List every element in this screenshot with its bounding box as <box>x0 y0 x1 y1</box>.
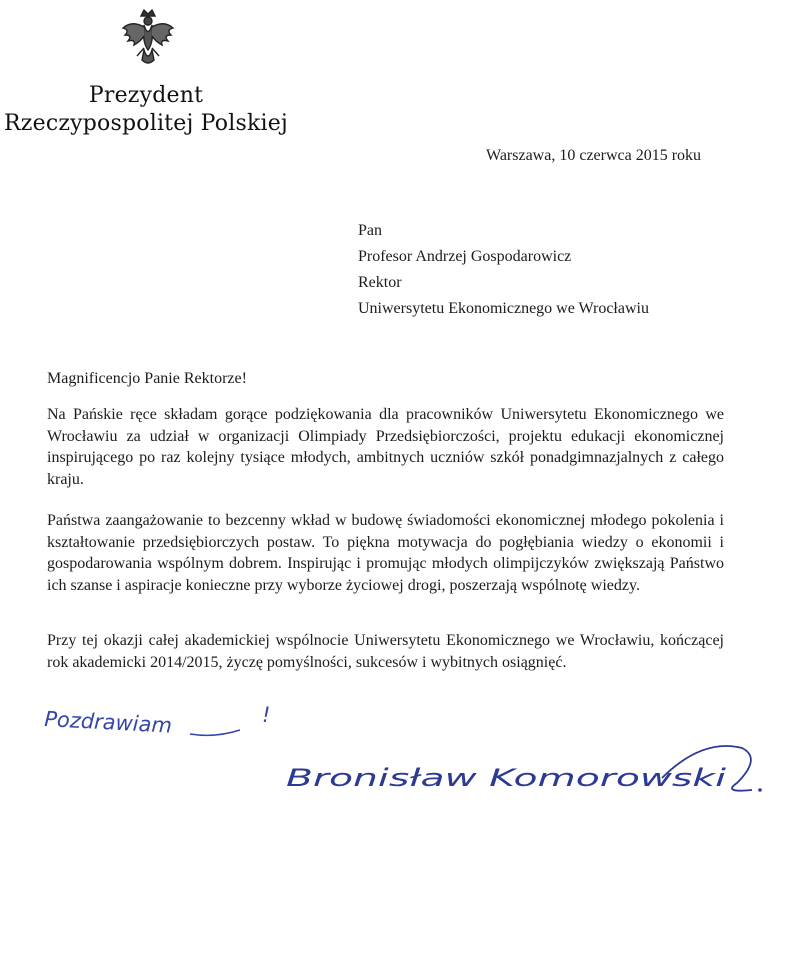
salutation: Magnificencjo Panie Rektorze! <box>47 370 247 387</box>
office-country: Rzeczypospolitej Polskiej <box>4 111 288 136</box>
recipient-line: Profesor Andrzej Gospodarowicz <box>358 248 572 265</box>
body-paragraph: Na Pańskie ręce składam gorące podziękowania dla pracowników Uniwersytetu Ekonomicznego we Wrocławiu za udział w organizacji Olimpiady Przedsiębiorczości, projektu edukacji ekonomicznej inspirującego po raz kolejny tysiące młodych, ambitnych uczniów szkół ponadgimnazjalnych z całego kraju. <box>47 406 724 488</box>
dateline: Warszawa, 10 czerwca 2015 roku <box>486 147 702 164</box>
office-title: Prezydent <box>88 83 204 108</box>
recipient-block <box>358 218 649 322</box>
handwritten-closing <box>40 694 300 754</box>
svg-text:Bronisław Komorowski: Bronisław Komorowski <box>286 764 727 792</box>
body-paragraph: Przy tej okazji całej akademickiej wspólnocie Uniwersytetu Ekonomicznego we Wrocławiu, kończącej rok akademicki 2014/2015, życzę pomyślności, sukcesów i wybitnych osiągnięć. <box>47 632 724 671</box>
president-signature <box>282 738 772 818</box>
white-eagle-emblem <box>120 8 176 72</box>
body-paragraph: Państwa zaangażowanie to bezcenny wkład w budowę świadomości ekonomicznej młodego pokolenia i kształtowanie przedsiębiorczych postaw. To piękna motywacja do pogłębiania wiedzy o ekonomii i gospodarowania wspólnym dobrem. Inspirując i promując młodych olimpijczyków zwiększają Państwo ich szanse i aspiracje konieczne przy wyborze życiowej drogi, poszerzają wspólnotę wiedzy. <box>47 512 724 594</box>
svg-text:Pozdrawiam: Pozdrawiam <box>43 707 173 738</box>
recipient-line: Pan <box>358 222 382 239</box>
svg-text:!: ! <box>262 703 271 727</box>
recipient-line: Rektor <box>358 274 402 291</box>
letterhead-office <box>0 82 292 138</box>
recipient-line: Uniwersytetu Ekonomicznego we Wrocławiu <box>358 300 649 317</box>
